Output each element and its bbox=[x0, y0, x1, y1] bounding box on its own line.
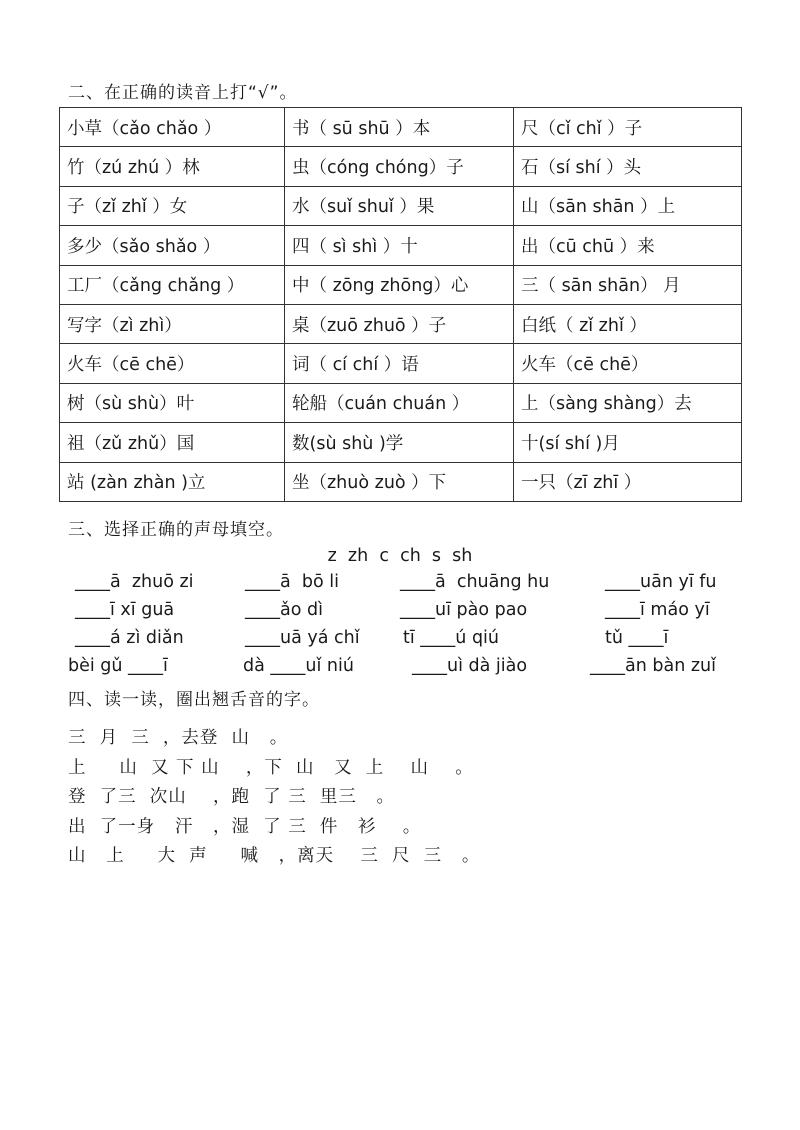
fill-row bbox=[0, 572, 800, 600]
table-row bbox=[60, 186, 742, 225]
table-cell[interactable]: 桌（zuō zhuō ）子 bbox=[285, 304, 514, 343]
table-cell[interactable]: 祖（zǔ zhǔ）国 bbox=[60, 423, 285, 462]
poem-line: 三 月 三 ，去登 山 。 bbox=[68, 728, 289, 748]
table-cell[interactable]: 白纸（ zǐ zhǐ ） bbox=[514, 304, 742, 343]
fill-blank-item[interactable]: ____uā yá chǐ bbox=[245, 628, 360, 648]
table-cell[interactable]: 火车（cē chē） bbox=[60, 344, 285, 383]
fill-blank-lines bbox=[0, 572, 800, 684]
fill-blank-item[interactable]: dà ____uǐ niú bbox=[243, 656, 354, 676]
fill-blank-item[interactable]: ____uī pào pao bbox=[400, 600, 528, 620]
section3-title: 三、选择正确的声母填空。 bbox=[68, 520, 284, 540]
table-cell[interactable]: 书（ sū shū ）本 bbox=[285, 108, 514, 147]
fill-blank-item[interactable]: tǔ ____ī bbox=[605, 628, 669, 648]
fill-blank-item[interactable]: ____ā zhuō zi bbox=[75, 572, 194, 592]
table-cell[interactable]: 竹（zú zhú ）林 bbox=[60, 147, 285, 186]
table-cell[interactable]: 数(sù shù )学 bbox=[285, 423, 514, 462]
table-cell[interactable]: 坐（zhuò zuò ）下 bbox=[285, 462, 514, 501]
table-cell[interactable]: 多少（sǎo shǎo ） bbox=[60, 226, 285, 265]
table-cell[interactable]: 火车（cē chē） bbox=[514, 344, 742, 383]
table-row bbox=[60, 462, 742, 501]
table-row bbox=[60, 423, 742, 462]
table-cell[interactable]: 尺（cǐ chǐ ）子 bbox=[514, 108, 742, 147]
fill-blank-item[interactable]: tī ____ú qiú bbox=[403, 628, 500, 648]
table-row bbox=[60, 304, 742, 343]
table-cell[interactable]: 三（ sān shān） 月 bbox=[514, 265, 742, 304]
table-row bbox=[60, 226, 742, 265]
table-cell[interactable]: 一只（zī zhī ） bbox=[514, 462, 742, 501]
table-cell[interactable]: 工厂（cǎng chǎng ） bbox=[60, 265, 285, 304]
table-row bbox=[60, 265, 742, 304]
table-row bbox=[60, 108, 742, 147]
table-cell[interactable]: 出（cū chū ）来 bbox=[514, 226, 742, 265]
table-cell[interactable]: 树（sù shù）叶 bbox=[60, 383, 285, 422]
table-cell[interactable]: 写字（zì zhì） bbox=[60, 304, 285, 343]
pinyin-table bbox=[59, 107, 742, 502]
table-cell[interactable]: 上（sàng shàng）去 bbox=[514, 383, 742, 422]
poem bbox=[68, 724, 480, 872]
table-cell[interactable]: 站 (zàn zhàn )立 bbox=[60, 462, 285, 501]
table-cell[interactable]: 石（sí shí ）头 bbox=[514, 147, 742, 186]
table-cell[interactable]: 山（sān shān ）上 bbox=[514, 186, 742, 225]
section2-title: 二、在正确的读音上打“√”。 bbox=[68, 83, 298, 103]
table-cell[interactable]: 轮船（cuán chuán ） bbox=[285, 383, 514, 422]
fill-row bbox=[0, 656, 800, 684]
table-cell[interactable]: 中（ zōng zhōng）心 bbox=[285, 265, 514, 304]
fill-blank-item[interactable]: ____á zì diǎn bbox=[75, 628, 184, 648]
fill-blank-item[interactable]: ____uì dà jiào bbox=[412, 656, 528, 676]
fill-blank-item[interactable]: ____uān yī fu bbox=[605, 572, 717, 592]
poem-line: 出 了一身 汗 ，湿 了 三 件 衫 。 bbox=[68, 816, 422, 837]
poem-line: 山 上 大 声 喊 ，离天 三 尺 三 。 bbox=[68, 846, 481, 866]
table-cell[interactable]: 四（ sì shì ）十 bbox=[285, 226, 514, 265]
poem-line: 登 了三 次山 ，跑 了 三 里三 。 bbox=[68, 787, 396, 807]
fill-blank-item[interactable]: ____ī xī guā bbox=[75, 600, 175, 620]
table-cell[interactable]: 虫（cóng chóng）子 bbox=[285, 147, 514, 186]
poem-line: 上 山 又 下 山 ，下 山 又 上 山 。 bbox=[68, 757, 474, 778]
fill-blank-item[interactable]: bèi gǔ ____ī bbox=[68, 656, 168, 676]
table-cell[interactable]: 词（ cí chí ）语 bbox=[285, 344, 514, 383]
fill-row bbox=[0, 600, 800, 628]
table-cell[interactable]: 小草（cǎo chǎo ） bbox=[60, 108, 285, 147]
fill-blank-item[interactable]: ____ā bō li bbox=[245, 572, 339, 592]
fill-blank-item[interactable]: ____ǎo dì bbox=[245, 600, 323, 620]
table-cell[interactable]: 十(sí shí )月 bbox=[514, 423, 742, 462]
fill-row bbox=[0, 628, 800, 656]
fill-blank-item[interactable]: ____ā chuāng hu bbox=[400, 572, 550, 592]
table-row bbox=[60, 383, 742, 422]
table-cell[interactable]: 子（zǐ zhǐ ）女 bbox=[60, 186, 285, 225]
table-cell[interactable]: 水（suǐ shuǐ ）果 bbox=[285, 186, 514, 225]
initial-options: z zh c ch s sh bbox=[327, 546, 473, 566]
table-row bbox=[60, 344, 742, 383]
section4-title: 四、读一读，圈出翘舌音的字。 bbox=[68, 690, 320, 710]
fill-blank-item[interactable]: ____ān bàn zuǐ bbox=[590, 656, 717, 676]
table-row bbox=[60, 147, 742, 186]
fill-blank-item[interactable]: ____ī máo yī bbox=[605, 600, 710, 620]
